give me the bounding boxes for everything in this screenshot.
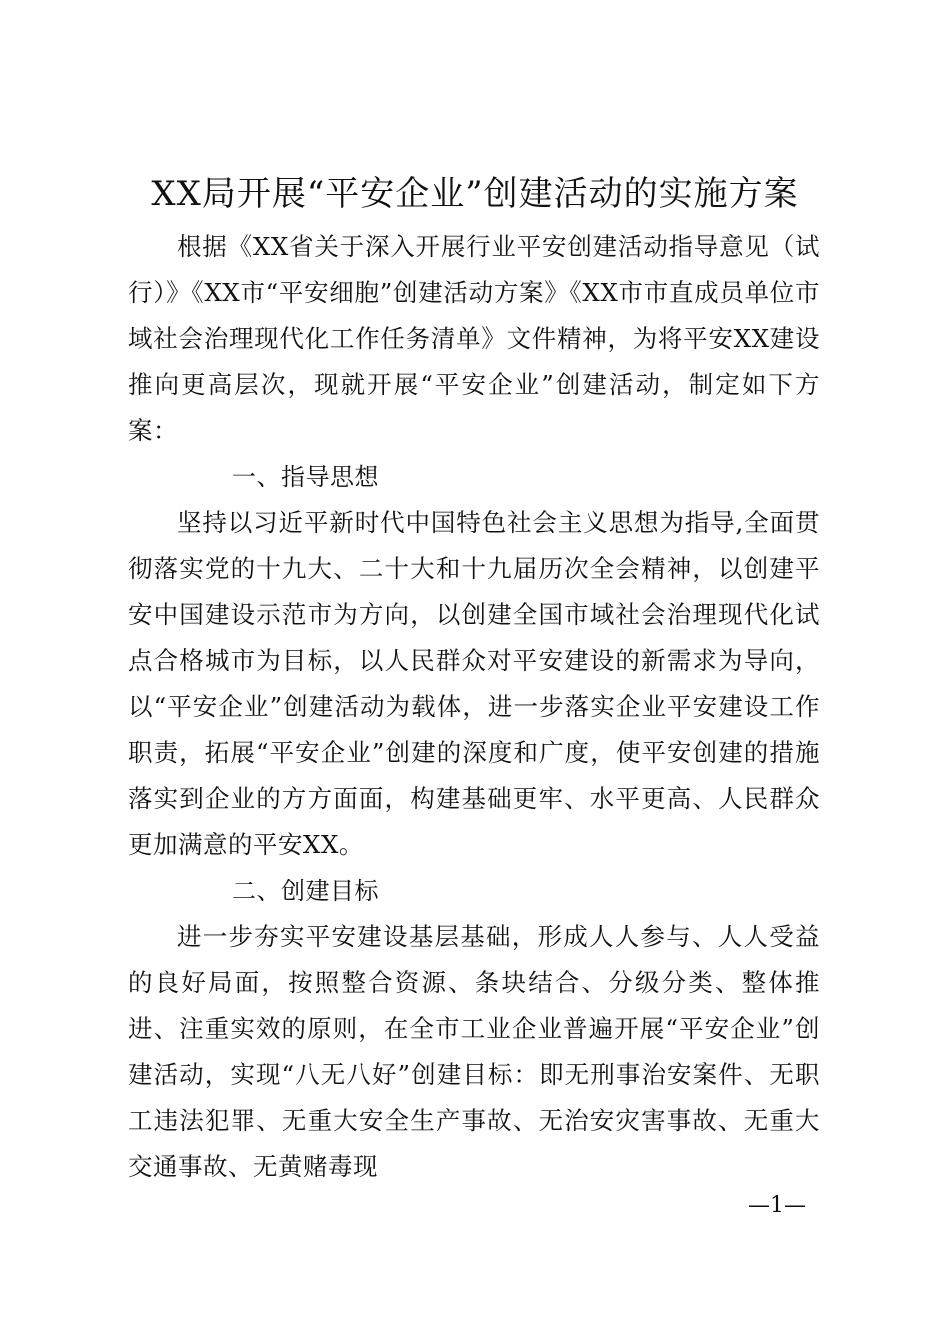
- section-heading-guiding-ideology: 一、指导思想: [232, 463, 379, 491]
- document-title: XX局开展“平安企业”创建活动的实施方案: [151, 174, 799, 214]
- intro-paragraph: 根据《XX省关于深入开展行业平安创建活动指导意见（试行）》《XX市“平安细胞”创建活动方案》《XX市市直成员单位市域社会治理现代化工作任务清单》文件精神，为将平安XX建设推向更高层次，现就开展“平安企业”创建活动，制定如下方案：: [128, 232, 820, 445]
- page-number: —1—: [748, 1193, 806, 1218]
- section-paragraph-guiding-ideology: 坚持以习近平新时代中国特色社会主义思想为指导,全面贯彻落实党的十九大、二十大和十九届历次全会精神，以创建平安中国建设示范市为方向，以创建全国市域社会治理现代化试点合格城市为目标，以人民群众对平安建设的新需求为导向，以“平安企业”创建活动为载体，进一步落实企业平安建设工作职责，拓展“平安企业”创建的深度和广度，使平安创建的措施落实到企业的方方面面，构建基础更牢、水平更高、人民群众更加满意的平安XX。: [128, 508, 820, 859]
- section-paragraph-creation-goals: 进一步夯实平安建设基层基础，形成人人参与、人人受益的良好局面，按照整合资源、条块结合、分级分类、整体推进、注重实效的原则，在全市工业企业普遍开展“平安企业”创建活动，实现“八无八好”创建目标：即无刑事治安案件、无职工违法犯罪、无重大安全生产事故、无治安灾害事故、无重大交通事故、无黄赌毒现: [128, 922, 820, 1181]
- section-heading-creation-goals: 二、创建目标: [232, 877, 379, 905]
- document-body: [128, 224, 820, 1190]
